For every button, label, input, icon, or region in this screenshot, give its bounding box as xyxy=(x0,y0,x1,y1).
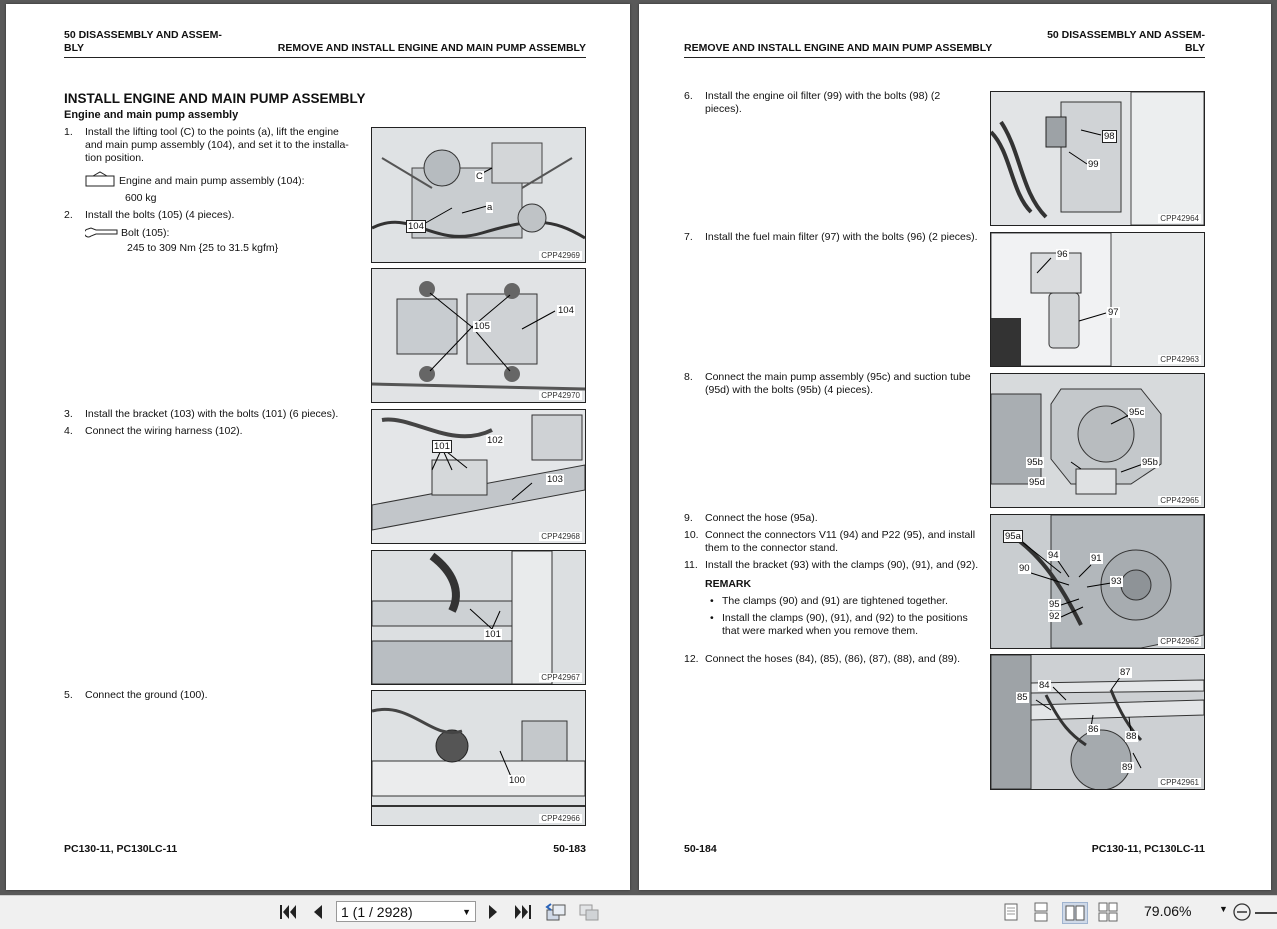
section-header-line2: BLY xyxy=(1184,42,1205,54)
step-number: 4. xyxy=(64,425,73,437)
callout-label: 95b xyxy=(1142,457,1158,468)
figure-bolts-101 xyxy=(371,550,586,685)
step-text: Install the engine oil filter (99) with the bolts (98) (2 xyxy=(705,90,941,102)
callout-label: 84 xyxy=(1039,680,1050,691)
figure-engine-lifting xyxy=(371,127,586,263)
callout-label: 95b xyxy=(1027,457,1043,468)
callout-label: C xyxy=(476,171,483,182)
figure-code: CPP42967 xyxy=(541,673,580,682)
figure-code: CPP42961 xyxy=(1160,778,1199,787)
step-text: Connect the ground (100). xyxy=(85,689,208,701)
callout-label: 93 xyxy=(1111,576,1122,587)
callout-label: 98 xyxy=(1104,131,1115,142)
step-text: (95d) with the bolts (95b) (4 pieces). xyxy=(705,384,874,396)
previous-view-icon xyxy=(545,902,567,922)
step-number: 6. xyxy=(684,90,693,102)
callout-label: 86 xyxy=(1088,724,1099,735)
step-number: 3. xyxy=(64,408,73,420)
callout-label: 89 xyxy=(1122,762,1133,773)
callout-label: 88 xyxy=(1126,731,1137,742)
previous-page-button[interactable] xyxy=(307,902,329,922)
step-text: Connect the wiring harness (102). xyxy=(85,425,243,437)
section-header-line2: BLY xyxy=(64,42,85,54)
footer-model: PC130-11, PC130LC-11 xyxy=(1091,843,1205,855)
callout-label: 97 xyxy=(1108,307,1119,318)
last-page-icon xyxy=(513,903,533,921)
weight-icon xyxy=(85,171,115,192)
callout-label: 92 xyxy=(1049,611,1060,622)
section-header xyxy=(64,29,222,55)
figure-code: CPP42963 xyxy=(1160,355,1199,364)
running-header: REMOVE AND INSTALL ENGINE AND MAIN PUMP ASSEMBLY xyxy=(277,42,586,54)
bullet-dot: • xyxy=(710,612,714,624)
first-page-button[interactable] xyxy=(277,902,299,922)
figure-code: CPP42970 xyxy=(541,391,580,400)
section-header-line1: 50 DISASSEMBLY AND ASSEM- xyxy=(64,29,222,41)
callout-label: 85 xyxy=(1017,692,1028,703)
torque-label: Bolt (105): xyxy=(121,227,170,239)
callout-label: 96 xyxy=(1057,249,1068,260)
figure-ground-100 xyxy=(371,690,586,826)
footer-page-number: 50-184 xyxy=(684,843,717,855)
step-text: them to the connector stand. xyxy=(705,542,839,554)
step-number: 11. xyxy=(684,559,698,571)
figure-code: CPP42962 xyxy=(1160,637,1199,646)
callout-label: 94 xyxy=(1048,550,1059,561)
callout-label: 95c xyxy=(1129,407,1145,418)
figure-fuel-filter xyxy=(990,232,1205,367)
step-text: Connect the hose (95a). xyxy=(705,512,818,524)
figure-code: CPP42969 xyxy=(541,251,580,260)
figure-code: CPP42968 xyxy=(541,532,580,541)
step-text: Connect the main pump assembly (95c) and suction tube xyxy=(705,371,971,383)
next-page-button[interactable] xyxy=(482,902,504,922)
figure-oil-filter xyxy=(990,91,1205,226)
page-50-183 xyxy=(6,4,630,890)
remark-text: The clamps (90) and (91) are tightened together. xyxy=(722,595,948,607)
callout-label: 90 xyxy=(1019,563,1030,574)
callout-label: 102 xyxy=(487,435,503,446)
remark-text: that were marked when you remove them. xyxy=(722,625,919,637)
step-text: Connect the connectors V11 (94) and P22 (95), and install xyxy=(705,529,976,541)
step-number: 9. xyxy=(684,512,693,524)
step-number: 10. xyxy=(684,529,699,541)
callout-label: 95a xyxy=(1005,531,1021,542)
figure-hoses xyxy=(990,654,1205,790)
callout-label: a xyxy=(487,202,493,213)
header-rule xyxy=(64,57,586,58)
footer-page-number: 50-183 xyxy=(553,843,586,855)
callout-label: 105 xyxy=(474,321,490,332)
section-header-line1: 50 DISASSEMBLY AND ASSEM- xyxy=(1047,29,1205,41)
remark-title: REMARK xyxy=(705,578,752,590)
step-text: Install the bolts (105) (4 pieces). xyxy=(85,209,235,221)
continuous-page-icon xyxy=(1032,902,1050,922)
single-page-view-button[interactable] xyxy=(1000,902,1022,922)
step-number: 7. xyxy=(684,231,693,243)
last-page-button[interactable] xyxy=(512,902,534,922)
section-header xyxy=(1047,29,1205,55)
callout-label: 91 xyxy=(1091,553,1102,564)
step-text: Install the lifting tool (C) to the points (a), lift the engine xyxy=(85,126,339,138)
remark-text: Install the clamps (90), (91), and (92) to the positions xyxy=(722,612,968,624)
zoom-dropdown-icon[interactable]: ▼ xyxy=(1219,904,1228,914)
step-text: Install the fuel main filter (97) with the bolts (96) (2 pieces). xyxy=(705,231,978,243)
torque-value: 245 to 309 Nm {25 to 31.5 kgfm} xyxy=(127,242,279,254)
step-text: tion position. xyxy=(85,152,144,164)
callout-label: 104 xyxy=(558,305,574,316)
step-text: and main pump assembly (104), and set it to the installa- xyxy=(85,139,349,151)
figure-code: CPP42966 xyxy=(541,814,580,823)
step-number: 2. xyxy=(64,209,73,221)
step-text: Install the bracket (103) with the bolts (101) (6 pieces). xyxy=(85,408,339,420)
figure-code: CPP42964 xyxy=(1160,214,1199,223)
two-page-continuous-button[interactable] xyxy=(1097,902,1119,922)
go-forward-view-button[interactable] xyxy=(578,902,600,922)
figure-connectors-clamps xyxy=(990,514,1205,649)
two-page-view-button[interactable] xyxy=(1062,902,1088,924)
page-subtitle: Engine and main pump assembly xyxy=(64,109,239,121)
callout-label: 95 xyxy=(1049,599,1060,610)
chevron-down-icon: ▼ xyxy=(462,907,471,917)
bottom-toolbar xyxy=(0,895,1277,929)
callout-label: 99 xyxy=(1088,159,1099,170)
figure-bracket-103 xyxy=(371,409,586,544)
wrench-icon xyxy=(85,225,119,243)
previous-page-icon xyxy=(311,903,325,921)
page-number-select[interactable] xyxy=(336,901,476,922)
callout-label: 103 xyxy=(547,474,563,485)
go-back-view-button[interactable] xyxy=(545,902,567,922)
step-text: pieces). xyxy=(705,103,742,115)
weight-value: 600 kg xyxy=(125,192,157,204)
single-page-icon xyxy=(1002,902,1020,922)
callout-label: 95d xyxy=(1029,477,1045,488)
footer-model: PC130-11, PC130LC-11 xyxy=(64,843,178,855)
callout-label: 101 xyxy=(485,629,501,640)
step-number: 8. xyxy=(684,371,693,383)
zoom-level[interactable]: 79.06% xyxy=(1144,903,1192,919)
zoom-out-icon xyxy=(1232,902,1252,922)
zoom-slider[interactable] xyxy=(1255,912,1277,914)
callout-label: 100 xyxy=(509,775,525,786)
step-text: Connect the hoses (84), (85), (86), (87), (88), and (89). xyxy=(705,653,961,665)
weight-label: Engine and main pump assembly (104): xyxy=(119,175,305,187)
step-number: 1. xyxy=(64,126,73,138)
figure-code: CPP42965 xyxy=(1160,496,1199,505)
next-page-icon xyxy=(486,903,500,921)
step-number: 5. xyxy=(64,689,73,701)
bullet-dot: • xyxy=(710,595,714,607)
zoom-out-button[interactable] xyxy=(1231,902,1253,922)
callout-label: 104 xyxy=(408,221,424,232)
page-title: INSTALL ENGINE AND MAIN PUMP ASSEMBLY xyxy=(64,91,366,106)
figure-main-pump xyxy=(990,373,1205,508)
figure-bolts-105 xyxy=(371,268,586,403)
running-header: REMOVE AND INSTALL ENGINE AND MAIN PUMP ASSEMBLY xyxy=(684,42,993,54)
step-number: 12. xyxy=(684,653,699,665)
step-text: Install the bracket (93) with the clamps (90), (91), and (92). xyxy=(705,559,979,571)
next-view-icon xyxy=(578,902,600,922)
two-page-icon xyxy=(1065,904,1085,922)
callout-label: 87 xyxy=(1120,667,1131,678)
two-page-continuous-icon xyxy=(1098,902,1118,922)
callout-label: 101 xyxy=(434,441,450,452)
continuous-view-button[interactable] xyxy=(1030,902,1052,922)
page-50-184 xyxy=(639,4,1271,890)
first-page-icon xyxy=(278,903,298,921)
page-number-value: 1 (1 / 2928) xyxy=(341,904,413,920)
header-rule xyxy=(684,57,1205,58)
